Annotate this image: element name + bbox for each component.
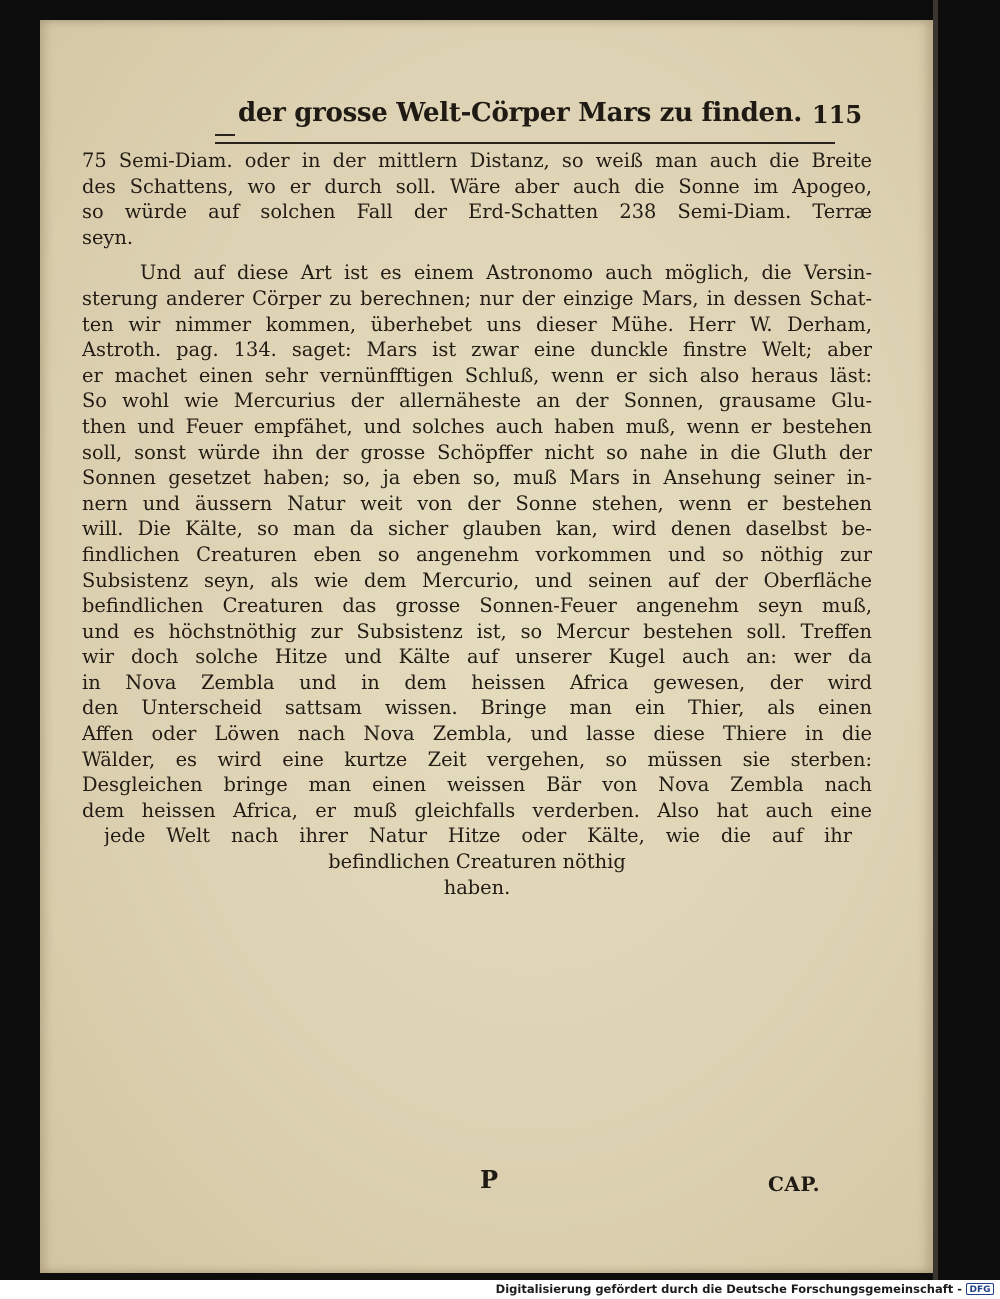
text-line: haben. [443, 875, 511, 899]
page-gutter [933, 0, 938, 1280]
text-line: ten wir nimmer kommen, überhebet uns dieser Mühe. Herr W. Derham, [82, 312, 872, 336]
text-line: Und auf diese Art ist es einem Astronomo auch möglich, die Versin- [140, 261, 872, 285]
text-line: den Unterscheid sattsam wissen. Bringe man ein Thier, als einen [82, 696, 872, 720]
text-line: 75 Semi-Diam. oder in der mittlern Distanz, so weiß man auch die Breite [82, 149, 872, 172]
text-line: in Nova Zembla und in dem heissen Africa gewesen, der wird [82, 670, 872, 694]
catchword: CAP. [768, 1172, 821, 1196]
text-line: jede Welt nach ihrer Natur Hitze oder Kälte, wie die auf ihr [104, 824, 852, 848]
text-line: wir doch solche Hitze und Kälte auf unserer Kugel auch an: wer da [82, 645, 872, 669]
running-head [40, 90, 933, 140]
text-line: So wohl wie Mercurius der allernäheste an der Sonnen, grausame Glu- [82, 389, 872, 413]
text-line: Astroth. pag. 134. saget: Mars ist zwar eine dunckle finstre Welt; aber [82, 338, 872, 362]
text-line: so würde auf solchen Fall der Erd-Schatten 238 Semi-Diam. Terræ [82, 200, 872, 224]
text-line: dem heissen Africa, er muß gleichfalls verderben. Also hat auch eine [82, 798, 872, 822]
text-line: seyn. [82, 225, 134, 249]
text-line: findlichen Creaturen eben so angenehm vorkommen und so nöthig zur [82, 542, 872, 566]
text-line: sterung anderer Cörper zu berechnen; nur der einzige Mars, in dessen Schat- [82, 286, 872, 310]
text-line: soll, sonst würde ihn der grosse Schöpffer nicht so nahe in die Gluth der [82, 440, 872, 464]
text-line: nern und äussern Natur weit von der Sonne stehen, wenn er bestehen [82, 491, 872, 515]
text-line: Sonnen gesetzet haben; so, ja eben so, muß Mars in Ansehung seiner in- [82, 466, 872, 490]
text-line: Wälder, es wird eine kurtze Zeit vergehen, so müssen sie sterben: [82, 747, 872, 771]
paragraph-gap [82, 250, 872, 260]
page-number: 115 [812, 100, 863, 129]
text-line: Desgleichen bringe man einen weissen Bär von Nova Zembla nach [82, 773, 872, 797]
text-line: then und Feuer empfähet, und solches auch haben muß, wenn er bestehen [82, 414, 872, 438]
head-rule-ornament [215, 134, 235, 136]
running-title: der grosse Welt-Cörper Mars zu finden. [238, 98, 803, 128]
digitization-footer [0, 1280, 1000, 1299]
text-line: und es höchstnöthig zur Subsistenz ist, so Mercur bestehen soll. Treffen [82, 619, 872, 643]
text-line: befindlichen Creaturen das grosse Sonnen-Feuer angenehm seyn muß, [82, 594, 872, 618]
text-line: Affen oder Löwen nach Nova Zembla, und lasse diese Thiere in die [82, 722, 872, 746]
text-line: Subsistenz seyn, als wie dem Mercurio, und seinen auf der Oberfläche [82, 568, 872, 592]
signature-mark: P [480, 1165, 499, 1194]
book-page [40, 20, 933, 1273]
funding-credit: Digitalisierung gefördert durch die Deutsche Forschungsgemeinschaft - [495, 1282, 962, 1296]
head-rule [215, 142, 835, 144]
text-line: will. Die Kälte, so man da sicher glauben kan, wird denen daselbst be- [82, 517, 872, 541]
body-text [82, 148, 872, 900]
text-line: des Schattens, wo er durch soll. Wäre aber auch die Sonne im Apogeo, [82, 174, 872, 198]
dfg-logo-icon: DFG [966, 1283, 994, 1295]
text-line: er machet einen sehr vernünfftigen Schluß, wenn er sich also heraus läst: [82, 363, 872, 387]
text-line: befindlichen Creaturen nöthig [328, 850, 626, 874]
